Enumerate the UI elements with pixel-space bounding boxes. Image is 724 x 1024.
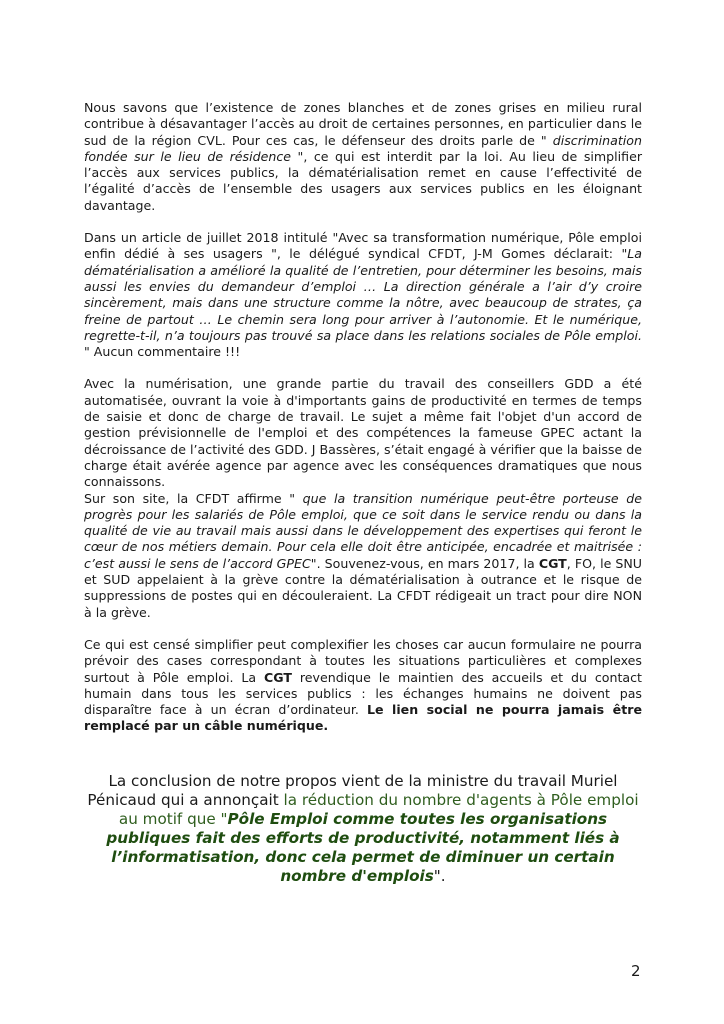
text-segment: " Aucun commentaire !!! xyxy=(84,344,241,360)
conclusion-block xyxy=(80,772,646,886)
conclusion-green-text: la réduction du nombre d'agents à Pôle emploi au motif que " xyxy=(118,791,639,828)
bold-statement: Le lien social ne pourra jamais être remplacé par un câble numérique. xyxy=(84,702,642,734)
italic-quote: que la transition numérique peut-être porteuse de progrès pour les salariés de Pôle emploi, que ce soit dans le service rendu ou dans la qualité de vie au travail mais aussi dans le développement des expertises qui feront le cœur de nos métiers demain. Pour cela elle doit être anticipée, encadrée et maitrisée : c’est aussi le sens de l’accord GPEC xyxy=(84,490,642,571)
paragraph-numerisation xyxy=(84,376,642,490)
text-segment: Avec la numérisation, une grande partie du travail des conseillers GDD a été automatisée, ouvrant la voie à d'importants gains de productivité en termes de temps de saisie et donc de charge de travail. Le sujet a même fait l'objet d'un accord de gestion prévisionnelle de l'emploi et des compétences la fameuse GPEC actant la décroissance de l’activité des GDD. J Bassères, s’était engagé à vérifier que la baisse de charge était avérée agence par agence avec les conséquences dramatiques que nous connaissons. xyxy=(84,376,642,490)
text-segment: ". Souvenez-vous, en mars 2017, la xyxy=(310,555,539,571)
text-segment: revendique le maintien des accueils et du contact humain dans tous les services publics : les échanges humains ne doivent pas disparaître face à un écran d’ordinateur. xyxy=(84,669,642,718)
paragraph-cfdt-site xyxy=(84,491,642,621)
text-segment: Sur son site, la CFDT affirme " xyxy=(84,490,303,506)
text-segment: ", ce qui est interdit par la loi. Au lieu de simplifier l’accès aux services publics, la dématérialisation remet en cause l’effectivité de l’égalité d’accès de l’ensemble des usagers aux services publics en les éloignant davantage. xyxy=(84,148,642,213)
conclusion-quote: Pôle Emploi comme toutes les organisations publiques fait des efforts de productivité, notamment liés à l’informatisation, donc cela permet de diminuer un certain nombre d'emplois xyxy=(106,810,620,885)
conclusion-intro: La conclusion de notre propos vient de la ministre du travail Muriel Pénicaud qui a annonçait xyxy=(87,772,618,809)
cgt-bold: CGT xyxy=(264,669,292,685)
conclusion-end: ". xyxy=(433,867,446,885)
paragraph-rural-access xyxy=(84,100,642,214)
document-body xyxy=(84,100,642,735)
text-segment: , FO, le SNU et SUD appelaient à la grève contre la dématérialisation à outrance et le risque de suppressions de postes qui en découleraient. La CFDT rédigeait un tract pour dire NON à la grève. xyxy=(84,555,643,620)
page-number: 2 xyxy=(631,962,641,980)
italic-quote: La dématérialisation a amélioré la qualité de l’entretien, pour déterminer les besoins, mais aussi les envies du demandeur d’emploi … La direction générale a l’air d’y croire sincèrement, mais dans une structure comme la nôtre, avec beaucoup de strates, ça freine de partout … Le chemin sera long pour arriver à l’autonomie. Et le numérique, regrette-t-il, n’a toujours pas trouvé sa place dans les relations sociales de Pôle emploi. xyxy=(84,246,642,343)
paragraph-cfdt-article xyxy=(84,230,642,360)
italic-quote: discrimination fondée sur le lieu de résidence xyxy=(84,132,642,164)
text-segment: Dans un article de juillet 2018 intitulé "Avec sa transformation numérique, Pôle emploi enfin dédié à ses usagers ", le délégué syndical CFDT, J-M Gomes déclarait: " xyxy=(84,230,642,262)
text-segment: Ce qui est censé simplifier peut complexifier les choses car aucun formulaire ne pourra prévoir des cases correspondant à toutes les situations particulières et complexes surtout à Pôle emploi. La xyxy=(84,636,642,685)
text-segment: Nous savons que l’existence de zones blanches et de zones grises en milieu rural contribue à désavantager l’accès au droit de certaines personnes, en particulier dans le sud de la région CVL. Pour ces cas, le défenseur des droits parle de " xyxy=(84,100,642,148)
cgt-bold: CGT xyxy=(538,555,567,571)
paragraph-simplifier xyxy=(84,637,642,735)
